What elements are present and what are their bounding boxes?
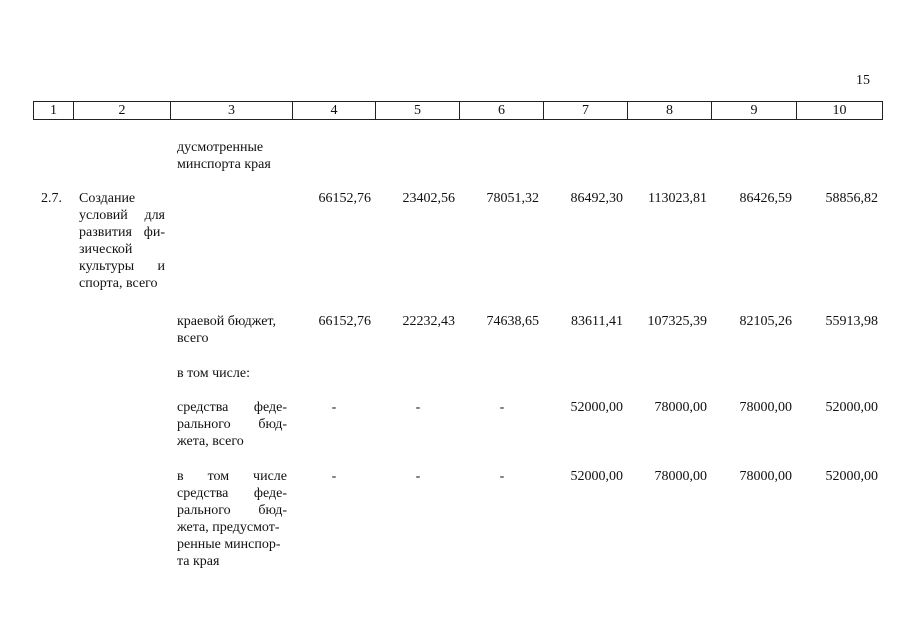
regional-value-col4: 66152,76: [318, 314, 371, 329]
row-value-col10: 58856,82: [825, 191, 878, 206]
row-code: 2.7.: [41, 191, 62, 206]
header-col-5: 5: [376, 102, 460, 119]
federal-total-col6: -: [499, 400, 505, 415]
table-header-row: [33, 101, 883, 120]
header-col-8: 8: [628, 102, 712, 119]
row-value-col8: 113023,81: [648, 191, 707, 206]
regional-value-col9: 82105,26: [739, 314, 792, 329]
federal-ministry-col4: -: [331, 469, 337, 484]
federal-total-col7: 52000,00: [570, 400, 623, 415]
subrow-label-federal-ministry: в том числе средства феде- рального бюд- жета, предусмот- ренные минспор- та края: [177, 469, 287, 569]
row-value-col4: 66152,76: [318, 191, 371, 206]
subrow-label-including: в том числе:: [177, 366, 250, 381]
header-col-10: 10: [832, 103, 847, 118]
header-col-9: 9: [712, 102, 797, 119]
regional-value-col6: 74638,65: [486, 314, 539, 329]
page-number: 15: [856, 73, 870, 88]
federal-ministry-col8: 78000,00: [654, 469, 707, 484]
federal-ministry-col10: 52000,00: [825, 469, 878, 484]
regional-value-col10: 55913,98: [825, 314, 878, 329]
header-col-6: 6: [460, 102, 544, 119]
header-col-4: 4: [293, 102, 376, 119]
continuation-text: дусмотренные минспорта края: [177, 140, 271, 172]
federal-ministry-col5: -: [415, 469, 421, 484]
header-col-2: 2: [74, 102, 171, 119]
subrow-label-regional-budget: краевой бюджет, всего: [177, 314, 276, 346]
row-value-col9: 86426,59: [739, 191, 792, 206]
federal-ministry-col7: 52000,00: [570, 469, 623, 484]
row-value-col5: 23402,56: [402, 191, 455, 206]
regional-value-col5: 22232,43: [402, 314, 455, 329]
subrow-label-federal-total: средства феде- рального бюд- жета, всего: [177, 400, 287, 449]
regional-value-col8: 107325,39: [647, 314, 707, 329]
federal-total-col9: 78000,00: [739, 400, 792, 415]
row-name: Создание условий для развития фи- зической культуры и спорта, всего: [79, 191, 165, 291]
regional-value-col7: 83611,41: [571, 314, 623, 329]
federal-total-col8: 78000,00: [654, 400, 707, 415]
header-col-3: 3: [171, 102, 293, 119]
federal-ministry-col9: 78000,00: [739, 469, 792, 484]
row-value-col7: 86492,30: [570, 191, 623, 206]
row-value-col6: 78051,32: [486, 191, 539, 206]
federal-total-col10: 52000,00: [825, 400, 878, 415]
federal-total-col5: -: [415, 400, 421, 415]
header-col-1: 1: [34, 102, 74, 119]
federal-total-col4: -: [331, 400, 337, 415]
header-col-7: 7: [544, 102, 628, 119]
federal-ministry-col6: -: [499, 469, 505, 484]
